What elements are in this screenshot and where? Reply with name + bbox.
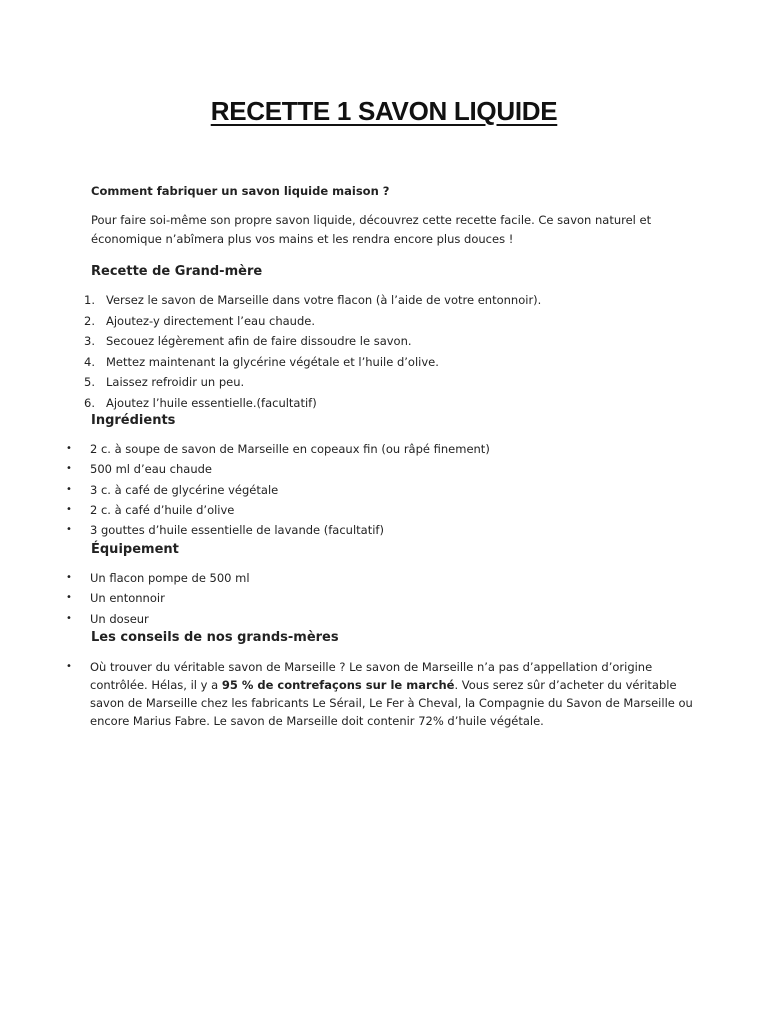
list-item: [66, 482, 490, 502]
step-number: 4.: [84, 354, 95, 369]
advice-text-part2: . Vous serez sûr d’acheter du véritable savon de Marseille chez les fabricants Le Sérail, Le Fer à Cheval, la Compagnie du Savon de Marseille ou encore Marius Fabre. Le savon de Marseille doit contenir 72% d’huile végétale.: [90, 678, 693, 728]
step-number: 3.: [84, 334, 95, 348]
intro-question: Comment fabriquer un savon liquide maison ?: [91, 184, 390, 198]
list-item: [84, 292, 541, 313]
bullet-icon: •: [66, 443, 72, 454]
section-heading-equipement: Équipement: [91, 542, 179, 557]
bullet-icon: •: [66, 483, 72, 495]
step-text: Laissez refroidir un peu.: [106, 375, 245, 389]
section-heading-conseils: Les conseils de nos grands-mères: [91, 630, 339, 645]
advice-text-bold: 95 % de contrefaçons sur le marché: [221, 678, 455, 692]
step-text: Mettez maintenant la glycérine végétale et l’huile d’olive.: [106, 354, 439, 369]
section-heading-recette: Recette de Grand-mère: [91, 264, 263, 279]
list-item: [84, 313, 541, 334]
equipment-text: Un entonnoir: [90, 591, 165, 606]
equipment-list: [66, 570, 250, 631]
ingredient-text: 2 c. à café d’huile d’olive: [90, 502, 235, 517]
intro-paragraph: Pour faire soi-même son propre savon liquide, découvrez cette recette facile. Ce savon naturel et économique n’abîmera plus vos mains et les rendra encore plus douces !: [91, 213, 652, 246]
ingredients-list: [66, 441, 490, 542]
bullet-icon: •: [66, 592, 72, 604]
step-text: Ajoutez l’huile essentielle.(facultatif): [106, 395, 317, 410]
step-number: 2.: [84, 313, 95, 328]
list-item: [66, 611, 250, 631]
bullet-icon: •: [66, 463, 72, 475]
ingredient-text: 500 ml d’eau chaude: [90, 462, 213, 477]
bullet-icon: •: [66, 612, 72, 624]
bullet-icon: •: [66, 572, 72, 583]
step-text: Secouez légèrement afin de faire dissoudre le savon.: [106, 334, 412, 348]
list-item: [66, 502, 490, 522]
advice-text: [90, 658, 702, 730]
list-item: [66, 461, 490, 481]
list-item: [84, 395, 541, 416]
bullet-icon: •: [66, 503, 72, 515]
step-text: Ajoutez-y directement l’eau chaude.: [106, 313, 315, 328]
list-item: [66, 590, 250, 610]
steps-list: [84, 292, 541, 415]
section-heading-ingredients: Ingrédients: [91, 413, 176, 428]
ingredient-text: 2 c. à soupe de savon de Marseille en copeaux fin (ou râpé finement): [90, 442, 490, 456]
ingredient-text: 3 c. à café de glycérine végétale: [90, 482, 279, 497]
bullet-icon: •: [66, 661, 72, 672]
equipment-text: Un flacon pompe de 500 ml: [90, 571, 250, 585]
page-title: RECETTE 1 SAVON LIQUIDE: [210, 96, 558, 126]
list-item: [66, 522, 490, 542]
ingredient-text: 3 gouttes d’huile essentielle de lavande (facultatif): [90, 523, 384, 538]
step-text: Versez le savon de Marseille dans votre flacon (à l’aide de votre entonnoir).: [106, 293, 542, 307]
list-item: [84, 333, 541, 354]
list-item: [84, 374, 541, 395]
equipment-text: Un doseur: [90, 611, 149, 626]
list-item: [66, 441, 490, 461]
bullet-icon: •: [66, 524, 72, 536]
advice-text-part1: Où trouver du véritable savon de Marseille ? Le savon de Marseille n’a pas d’appellation d’origine contrôlée. Hélas, il y a: [90, 660, 653, 692]
advice-item: [66, 658, 706, 730]
step-number: 1.: [84, 293, 95, 307]
list-item: [84, 354, 541, 375]
step-number: 6.: [84, 395, 95, 410]
list-item: [66, 570, 250, 590]
step-number: 5.: [84, 375, 95, 389]
